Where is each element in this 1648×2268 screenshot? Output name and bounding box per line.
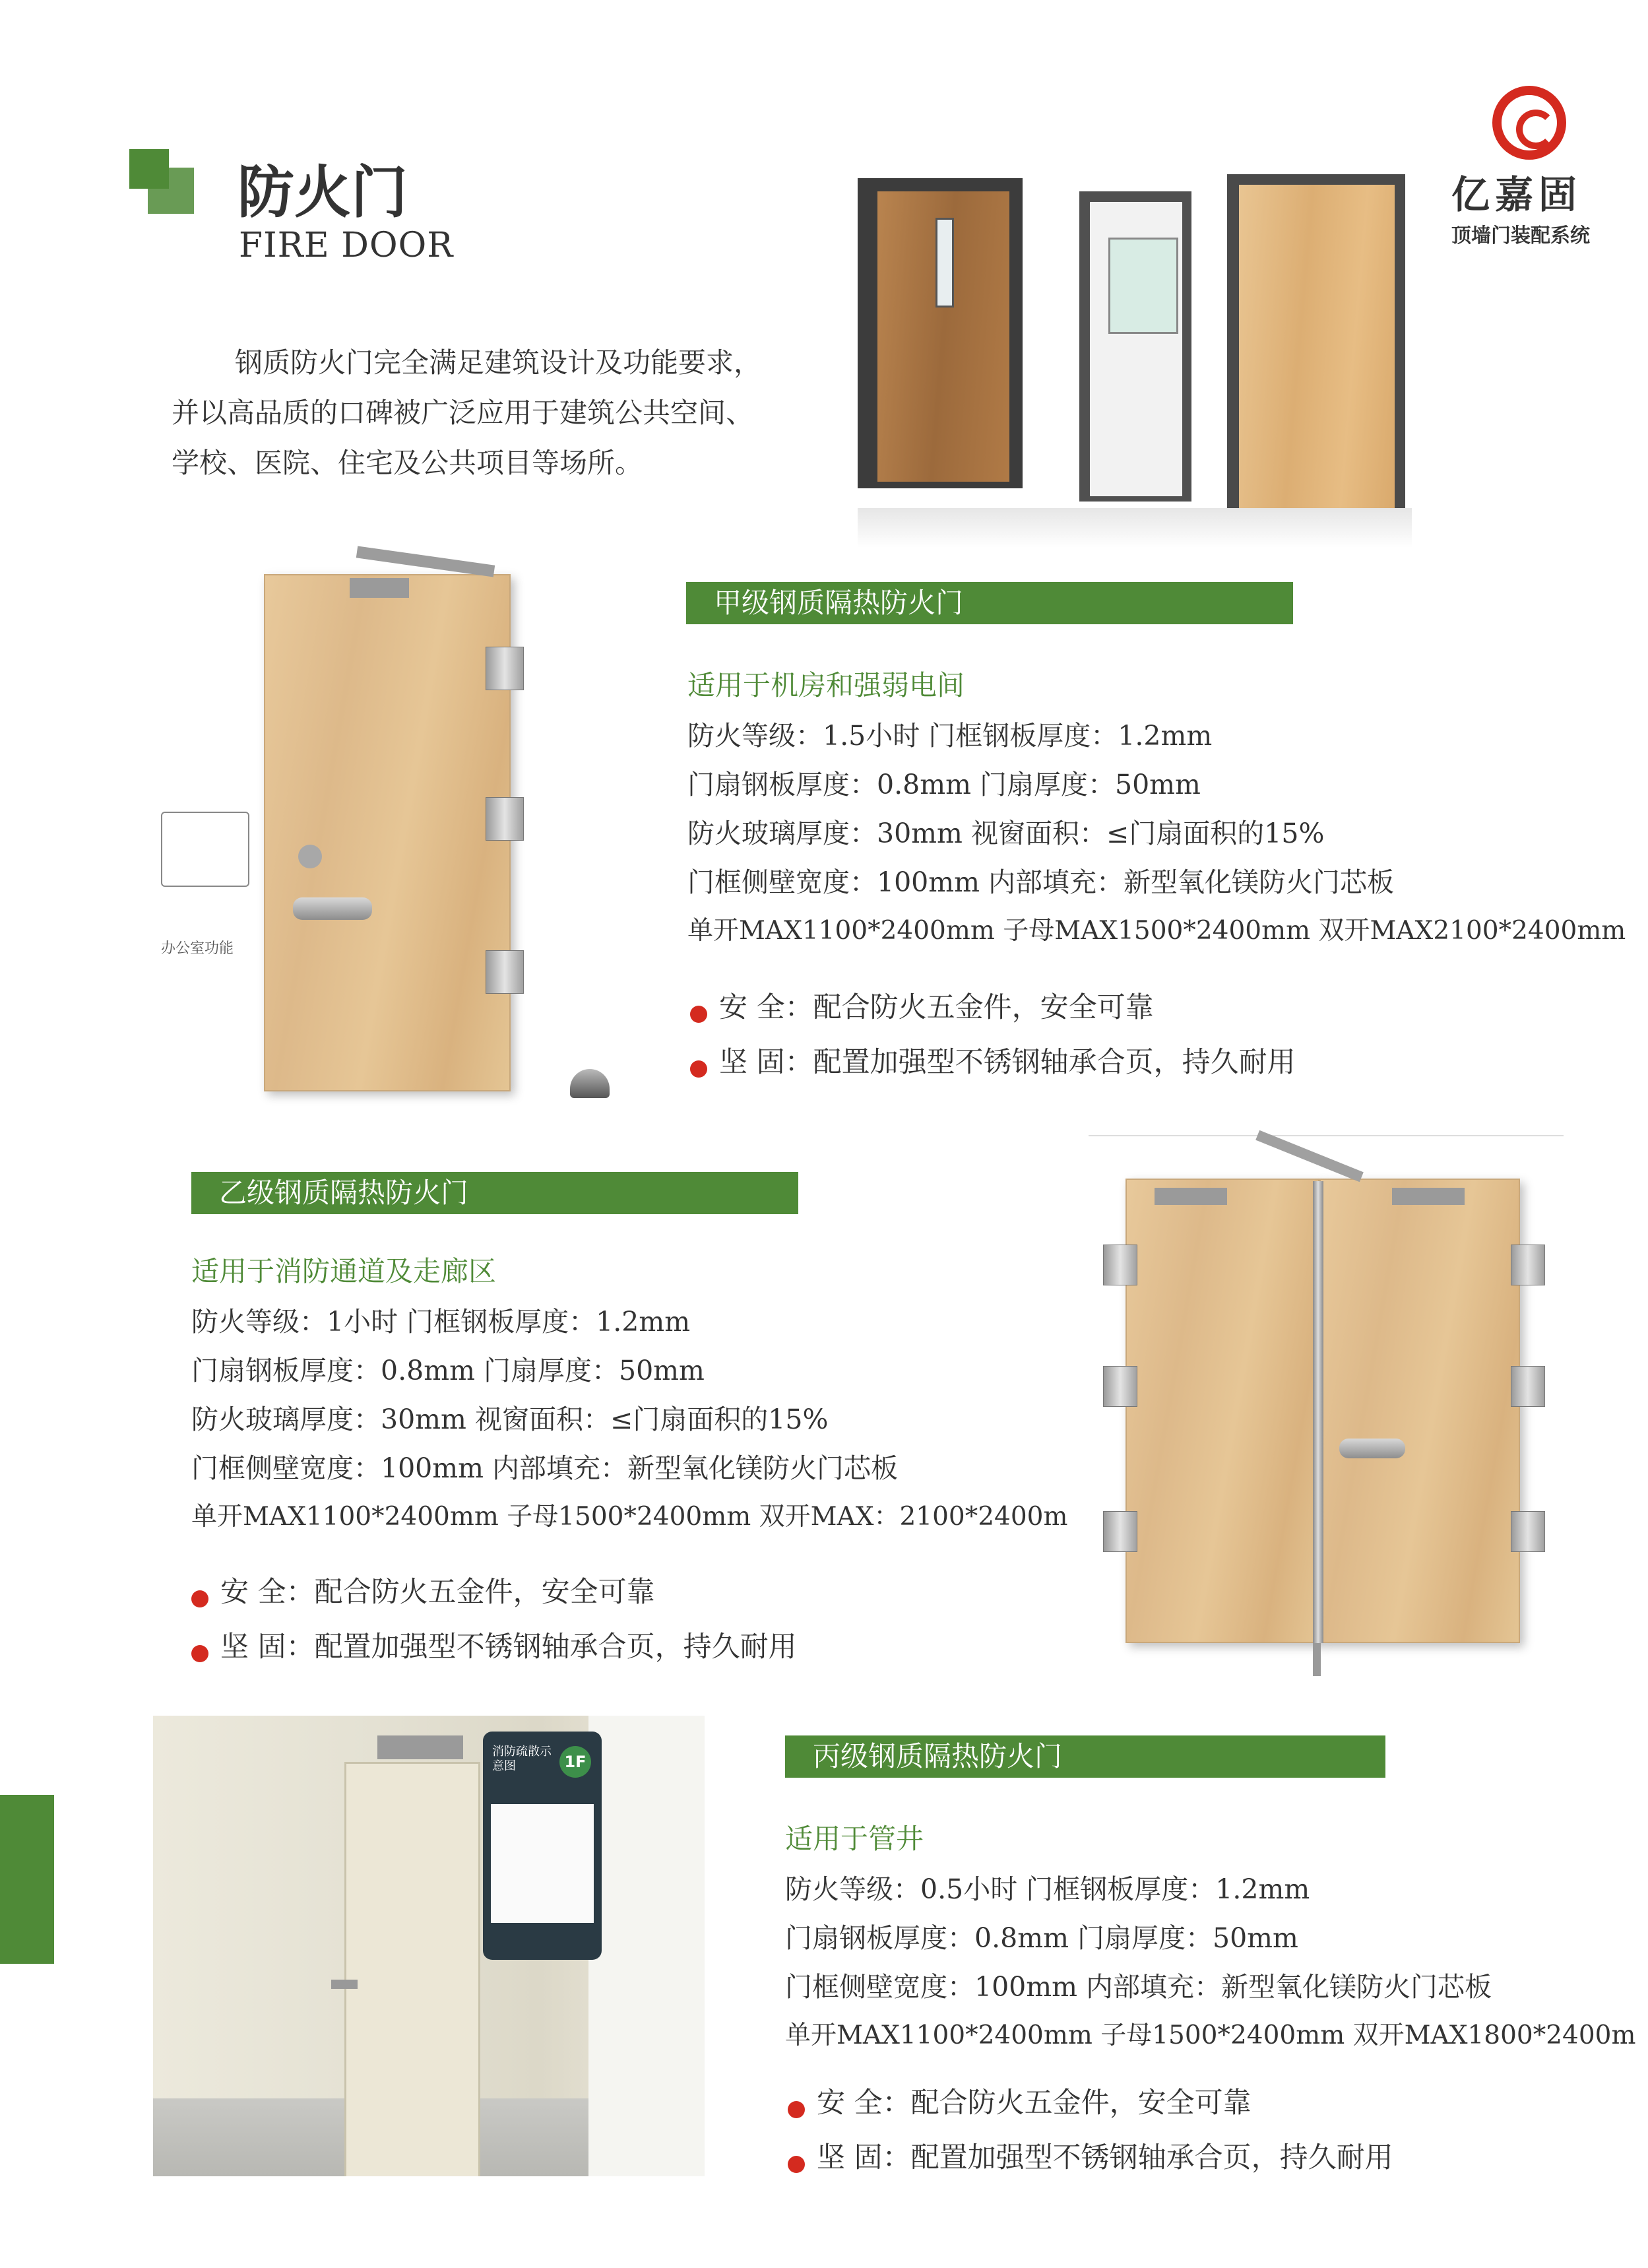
feature-item: 安 全：配合防火五金件，安全可靠 (690, 983, 1296, 1038)
bullet-icon (191, 1645, 208, 1662)
sign-floor-badge: 1F (559, 1746, 591, 1778)
lock-caption: 办公室功能 (161, 940, 234, 957)
class-c-features (788, 2079, 1393, 2188)
spec-line: 防火等级：1小时 门框钢板厚度：1.2mm (191, 1306, 691, 1338)
feature-item: 安 全：配合防火五金件，安全可靠 (191, 1568, 797, 1623)
spec-line: 门框侧壁宽度：100mm 内部填充：新型氧化镁防火门芯板 (785, 1971, 1492, 2003)
page-subtitle: FIRE DOOR (239, 226, 454, 265)
class-b-specs (191, 1297, 1067, 1541)
brand-logo (1451, 79, 1648, 251)
brand-name: 亿嘉固 (1451, 172, 1583, 217)
brand-logo-icon (1492, 86, 1566, 160)
spec-line: 门扇钢板厚度：0.8mm 门扇厚度：50mm (191, 1355, 705, 1386)
spec-line: 防火玻璃厚度：30mm 视窗面积：≤门扇面积的15% (191, 1404, 829, 1435)
intro-line: 学校、医院、住宅及公共项目等场所。 (172, 447, 643, 479)
spec-line: 防火玻璃厚度：30mm 视窗面积：≤门扇面积的15% (687, 818, 1325, 849)
title-square-icon (129, 149, 194, 214)
class-a-subtitle: 适用于机房和强弱电间 (687, 669, 965, 701)
sign-title: 消防疏散示意图 (492, 1745, 552, 1773)
brand-tagline: 顶墙门装配系统 (1451, 224, 1590, 247)
evacuation-sign (483, 1732, 602, 1960)
lock-diagram-icon (161, 812, 249, 887)
page-title: 防火门 (238, 160, 408, 226)
class-a-title-bar: 甲级钢质隔热防火门 (686, 582, 1293, 624)
fire-doors-image (858, 165, 1412, 548)
class-c-subtitle: 适用于管井 (785, 1823, 924, 1855)
spec-line: 门框侧壁宽度：100mm 内部填充：新型氧化镁防火门芯板 (191, 1452, 899, 1484)
feature-item: 坚 固：配置加强型不锈钢轴承合页，持久耐用 (191, 1623, 797, 1677)
spec-line: 单开MAX1100*2400mm 子母1500*2400mm 双开MAX1800*2400m (785, 2021, 1636, 2050)
class-a-features (690, 983, 1296, 1093)
class-b-subtitle: 适用于消防通道及走廊区 (191, 1255, 497, 1287)
spec-line: 防火等级：1.5小时 门框钢板厚度：1.2mm (687, 720, 1213, 752)
class-c-door-photo (153, 1716, 705, 2176)
bullet-icon (690, 1006, 707, 1023)
side-tab (0, 1795, 54, 1964)
bullet-icon (690, 1060, 707, 1078)
intro-line: 钢质防火门完全满足建筑设计及功能要求， (235, 346, 762, 379)
bullet-icon (191, 1590, 208, 1607)
class-b-title-bar: 乙级钢质隔热防火门 (191, 1172, 798, 1214)
class-a-door-image (152, 548, 640, 1115)
feature-item: 坚 固：配置加强型不锈钢轴承合页，持久耐用 (690, 1038, 1296, 1093)
spec-line: 门框侧壁宽度：100mm 内部填充：新型氧化镁防火门芯板 (687, 866, 1395, 898)
bullet-icon (788, 2156, 805, 2173)
class-b-door-image (1089, 1135, 1564, 1683)
spec-line: 门扇钢板厚度：0.8mm 门扇厚度：50mm (785, 1922, 1298, 1954)
class-b-features (191, 1568, 797, 1677)
class-a-specs (687, 711, 1626, 956)
spec-line: 防火等级：0.5小时 门框钢板厚度：1.2mm (785, 1873, 1310, 1905)
class-c-specs (785, 1865, 1635, 2060)
feature-item: 坚 固：配置加强型不锈钢轴承合页，持久耐用 (788, 2133, 1393, 2188)
intro-line: 并以高品质的口碑被广泛应用于建筑公共空间、 (172, 397, 754, 429)
spec-line: 单开MAX1100*2400mm 子母MAX1500*2400mm 双开MAX2100*2400mm (687, 916, 1626, 946)
bullet-icon (788, 2101, 805, 2118)
intro-text (172, 338, 761, 488)
spec-line: 门扇钢板厚度：0.8mm 门扇厚度：50mm (687, 769, 1201, 800)
class-c-title-bar: 丙级钢质隔热防火门 (785, 1735, 1385, 1778)
spec-line: 单开MAX1100*2400mm 子母1500*2400mm 双开MAX：2100*2400m (191, 1502, 1068, 1532)
feature-item: 安 全：配合防火五金件，安全可靠 (788, 2079, 1393, 2133)
